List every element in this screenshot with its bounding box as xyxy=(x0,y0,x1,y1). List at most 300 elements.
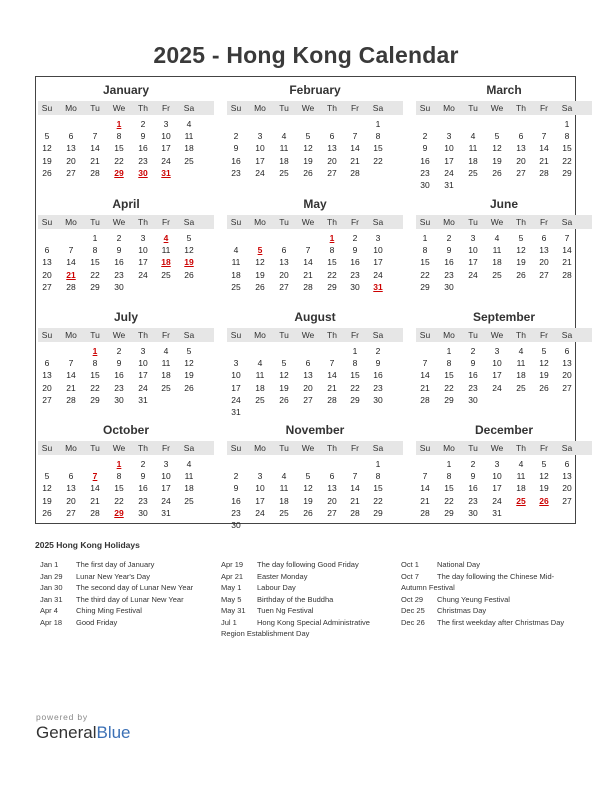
weekday-label: Su xyxy=(230,443,242,453)
calendar-day: 28 xyxy=(66,394,76,405)
calendar-day: 18 xyxy=(255,382,265,393)
weekday-label: We xyxy=(112,103,126,113)
holiday-day: 30 xyxy=(138,167,148,178)
weekday-header xyxy=(38,328,214,342)
calendar-day: 5 xyxy=(186,233,192,243)
calendar-day: 24 xyxy=(231,394,241,405)
calendar-day: 6 xyxy=(68,471,74,482)
calendar-day: 24 xyxy=(138,269,148,280)
calendar-day: 18 xyxy=(279,495,289,506)
weekday-label: We xyxy=(301,217,315,227)
calendar-day: 15 xyxy=(114,483,124,494)
calendar-day: 21 xyxy=(420,495,430,506)
holiday-column xyxy=(401,559,564,628)
calendar-day: 15 xyxy=(90,257,100,268)
calendar-day: 2 xyxy=(446,233,452,243)
holiday-name: The day following the Chinese Mid- xyxy=(437,571,555,581)
calendar-day: 9 xyxy=(140,131,146,142)
weekday-label: We xyxy=(301,103,315,113)
calendar-day: 22 xyxy=(373,495,383,506)
calendar-day: 24 xyxy=(161,155,171,166)
calendar-day: 26 xyxy=(516,269,526,280)
weekday-label: Su xyxy=(41,217,53,227)
weekday-label: We xyxy=(490,217,504,227)
calendar-day: 27 xyxy=(42,394,52,405)
calendar-day: 31 xyxy=(138,394,148,405)
holiday-day: 31 xyxy=(373,281,383,292)
holidays-heading: 2025 Hong Kong Holidays xyxy=(35,540,140,550)
calendar-day: 30 xyxy=(444,281,454,292)
calendar-day: 6 xyxy=(564,459,570,469)
holiday-day: 1 xyxy=(92,346,98,356)
holiday-date: Jan 1 xyxy=(40,560,59,569)
calendar-day: 28 xyxy=(90,167,100,178)
calendar-day: 13 xyxy=(303,370,313,381)
weekday-label: Su xyxy=(230,330,242,340)
calendar-day: 19 xyxy=(303,155,313,166)
holiday-name: The first day of January xyxy=(76,560,155,569)
holiday-name: Easter Monday xyxy=(257,571,308,581)
calendar-day: 4 xyxy=(281,131,287,142)
calendar-day: 21 xyxy=(90,495,100,506)
calendar-day: 2 xyxy=(116,346,122,356)
holiday-entry xyxy=(401,571,564,583)
calendar-day: 10 xyxy=(231,370,241,381)
calendar-day: 8 xyxy=(422,245,428,256)
holiday-date: Oct 7 xyxy=(401,571,419,581)
calendar-day: 30 xyxy=(138,507,148,518)
holiday-name: Labour Day xyxy=(257,583,296,592)
calendar-day: 17 xyxy=(468,257,478,268)
calendar-day: 16 xyxy=(231,495,241,506)
weekday-label: Tu xyxy=(279,443,289,453)
calendar-day: 20 xyxy=(562,483,572,494)
calendar-day: 14 xyxy=(539,143,549,154)
calendar-day: 30 xyxy=(468,507,478,518)
holiday-date: Dec 26 xyxy=(401,617,425,627)
calendar-day: 6 xyxy=(44,245,50,256)
calendar-day: 6 xyxy=(518,131,524,142)
calendar-day: 29 xyxy=(562,167,572,178)
calendar-day: 5 xyxy=(494,131,500,142)
calendar-day: 22 xyxy=(90,269,100,280)
calendar-day: 27 xyxy=(327,507,337,518)
holiday-date: May 31 xyxy=(221,606,246,615)
holiday-name: The third day of Lunar New Year xyxy=(76,594,184,604)
holiday-day: 25 xyxy=(516,495,526,506)
calendar-day: 28 xyxy=(90,507,100,518)
calendar-day: 22 xyxy=(327,269,337,280)
calendar-day: 1 xyxy=(92,233,98,243)
powered-by-text: powered by xyxy=(36,712,88,722)
calendar-day: 28 xyxy=(539,167,549,178)
calendar-day: 26 xyxy=(184,382,194,393)
holiday-name: Birthday of the Buddha xyxy=(257,594,334,604)
calendar-day: 7 xyxy=(564,233,570,243)
calendar-day: 10 xyxy=(492,471,502,482)
weekday-label: Su xyxy=(419,103,431,113)
weekday-label: Th xyxy=(138,330,148,340)
month-name: February xyxy=(289,83,341,97)
calendar-day: 28 xyxy=(562,269,572,280)
calendar-day: 14 xyxy=(420,370,430,381)
calendar-day: 15 xyxy=(420,257,430,268)
calendar-day: 5 xyxy=(186,346,192,356)
calendar-day: 25 xyxy=(279,507,289,518)
calendar-day: 2 xyxy=(422,131,428,142)
calendar-day: 26 xyxy=(42,167,52,178)
weekday-label: Tu xyxy=(468,103,478,113)
calendar-day: 6 xyxy=(305,358,311,369)
calendar-day: 13 xyxy=(562,471,572,482)
month-name: December xyxy=(474,423,534,437)
weekday-label: Tu xyxy=(279,103,289,113)
calendar-day: 15 xyxy=(373,143,383,154)
weekday-label: Su xyxy=(419,443,431,453)
holiday-entry xyxy=(40,605,193,617)
calendar-day: 9 xyxy=(116,358,122,369)
holiday-entry xyxy=(40,582,193,594)
calendar-day: 15 xyxy=(373,483,383,494)
calendar-day: 12 xyxy=(303,143,313,154)
calendar-day: 2 xyxy=(140,459,146,469)
calendar-day: 14 xyxy=(420,483,430,494)
calendar-day: 25 xyxy=(161,269,171,280)
calendar-day: 23 xyxy=(373,382,383,393)
calendar-day: 3 xyxy=(446,131,452,142)
calendar-day: 6 xyxy=(329,471,335,482)
calendar-day: 8 xyxy=(375,471,381,482)
weekday-label: Th xyxy=(138,217,148,227)
weekday-label: Mo xyxy=(65,330,77,340)
holiday-column xyxy=(40,559,193,628)
calendar-day: 17 xyxy=(231,382,241,393)
weekday-label: Fr xyxy=(350,103,360,113)
month-name: April xyxy=(112,197,140,211)
calendar-day: 28 xyxy=(420,394,430,405)
calendar-day: 13 xyxy=(66,483,76,494)
holiday-entry xyxy=(40,594,193,606)
calendar-day: 19 xyxy=(303,495,313,506)
calendar-day: 9 xyxy=(116,245,122,256)
calendar-day: 9 xyxy=(140,471,146,482)
calendar-day: 11 xyxy=(184,471,194,482)
holiday-day: 19 xyxy=(184,257,194,268)
weekday-label: Sa xyxy=(561,443,573,453)
calendar-day: 28 xyxy=(66,281,76,292)
calendar-day: 19 xyxy=(539,483,549,494)
holiday-day: 26 xyxy=(539,495,549,506)
weekday-label: We xyxy=(112,443,126,453)
calendar-day: 2 xyxy=(375,346,381,356)
holiday-entry xyxy=(401,605,564,617)
calendar-day: 25 xyxy=(161,382,171,393)
calendar-day: 24 xyxy=(468,269,478,280)
calendar-day: 1 xyxy=(446,346,452,356)
calendar-day: 24 xyxy=(444,167,454,178)
calendar-day: 25 xyxy=(516,382,526,393)
calendar-day: 15 xyxy=(327,257,337,268)
holiday-entry xyxy=(221,605,370,617)
calendar-day: 17 xyxy=(255,495,265,506)
calendar-day: 12 xyxy=(516,245,526,256)
weekday-label: Tu xyxy=(468,330,478,340)
calendar-day: 22 xyxy=(444,382,454,393)
weekday-label: Mo xyxy=(443,443,455,453)
weekday-label: Fr xyxy=(539,443,549,453)
calendar-day: 16 xyxy=(114,257,124,268)
calendar-day: 27 xyxy=(303,394,313,405)
calendar-day: 27 xyxy=(66,507,76,518)
calendar-day: 10 xyxy=(161,131,171,142)
calendar-day: 15 xyxy=(90,370,100,381)
calendar-day: 21 xyxy=(350,495,360,506)
calendar-day: 17 xyxy=(492,370,502,381)
calendar-day: 19 xyxy=(184,370,194,381)
calendar-day: 24 xyxy=(492,495,502,506)
calendar-day: 27 xyxy=(562,495,572,506)
calendar-day: 18 xyxy=(279,155,289,166)
calendar-day: 30 xyxy=(231,520,241,530)
calendar-day: 27 xyxy=(327,167,337,178)
weekday-label: Mo xyxy=(443,103,455,113)
weekday-header xyxy=(416,101,592,115)
calendar-day: 22 xyxy=(373,155,383,166)
holiday-entry xyxy=(401,559,564,571)
calendar-day: 7 xyxy=(352,471,358,482)
holiday-entry xyxy=(221,582,370,594)
calendar-day: 3 xyxy=(257,131,263,142)
calendar-day: 14 xyxy=(90,483,100,494)
calendar-day: 14 xyxy=(90,143,100,154)
weekday-label: Fr xyxy=(161,330,171,340)
calendar-day: 3 xyxy=(257,471,263,482)
calendar-day: 13 xyxy=(279,257,289,268)
calendar-day: 13 xyxy=(516,143,526,154)
calendar-day: 16 xyxy=(373,370,383,381)
calendar-day: 25 xyxy=(184,155,194,166)
holiday-day: 5 xyxy=(257,245,263,256)
calendar-day: 9 xyxy=(352,245,358,256)
holiday-date: Jan 30 xyxy=(40,583,63,592)
calendar-day: 4 xyxy=(494,233,500,243)
month-name: October xyxy=(102,423,149,437)
calendar-day: 24 xyxy=(255,167,265,178)
month-november xyxy=(225,423,405,536)
calendar-day: 15 xyxy=(562,143,572,154)
calendar-day: 20 xyxy=(562,370,572,381)
calendar-day: 17 xyxy=(138,257,148,268)
weekday-label: Mo xyxy=(254,217,266,227)
generalblue-logo[interactable] xyxy=(36,723,131,743)
weekday-label: Fr xyxy=(539,103,549,113)
calendar-day: 1 xyxy=(422,233,428,243)
month-name: March xyxy=(486,83,522,97)
calendar-day: 20 xyxy=(516,155,526,166)
calendar-day: 3 xyxy=(494,346,500,356)
calendar-day: 12 xyxy=(539,471,549,482)
calendar-day: 14 xyxy=(303,257,313,268)
weekday-label: Fr xyxy=(161,217,171,227)
logo-blue: Blue xyxy=(96,723,131,742)
weekday-header xyxy=(416,441,592,455)
holiday-name: The second day of Lunar New Year xyxy=(76,583,194,592)
calendar-day: 8 xyxy=(446,358,452,369)
holiday-entry xyxy=(221,559,370,571)
holiday-date: Apr 19 xyxy=(221,560,244,569)
calendar-day: 10 xyxy=(138,245,148,256)
calendar-day: 11 xyxy=(468,143,478,154)
holiday-name-continued: Region Establishment Day xyxy=(221,629,310,638)
calendar-day: 13 xyxy=(66,143,76,154)
calendar-day: 19 xyxy=(255,269,265,280)
holiday-entry xyxy=(221,571,370,583)
calendar-day: 30 xyxy=(373,394,383,405)
calendar-day: 25 xyxy=(279,167,289,178)
holiday-date: Apr 18 xyxy=(40,617,63,627)
weekday-label: We xyxy=(112,217,126,227)
weekday-label: Sa xyxy=(183,103,195,113)
calendar-day: 20 xyxy=(66,155,76,166)
weekday-label: Mo xyxy=(443,330,455,340)
calendar-day: 27 xyxy=(66,167,76,178)
calendar-day: 28 xyxy=(350,507,360,518)
weekday-label: Th xyxy=(516,330,526,340)
calendar-day: 3 xyxy=(163,459,169,469)
holiday-entry xyxy=(40,559,193,571)
weekday-label: We xyxy=(301,330,315,340)
month-name: January xyxy=(102,83,150,97)
calendar-day: 19 xyxy=(279,382,289,393)
calendar-day: 23 xyxy=(420,167,430,178)
holiday-entry xyxy=(221,617,370,629)
calendar-day: 2 xyxy=(233,471,239,482)
month-name: November xyxy=(285,423,345,437)
weekday-label: Fr xyxy=(539,217,549,227)
weekday-label: Mo xyxy=(254,330,266,340)
calendar-day: 27 xyxy=(42,281,52,292)
weekday-label: Mo xyxy=(254,103,266,113)
calendar-day: 27 xyxy=(516,167,526,178)
holiday-day: 7 xyxy=(92,471,98,482)
month-march xyxy=(414,83,594,196)
calendar-day: 2 xyxy=(140,119,146,129)
calendar-day: 29 xyxy=(90,281,100,292)
calendar-day: 30 xyxy=(114,281,124,292)
calendar-day: 21 xyxy=(303,269,313,280)
calendar-day: 4 xyxy=(163,346,169,356)
calendar-day: 23 xyxy=(350,269,360,280)
calendar-day: 26 xyxy=(539,382,549,393)
weekday-label: Th xyxy=(516,217,526,227)
calendar-day: 10 xyxy=(255,483,265,494)
calendar-day: 17 xyxy=(373,257,383,268)
holiday-date: May 5 xyxy=(221,594,242,604)
weekday-label: Mo xyxy=(65,217,77,227)
calendar-day: 7 xyxy=(541,131,547,142)
calendar-day: 26 xyxy=(42,507,52,518)
weekday-label: Sa xyxy=(372,443,384,453)
holiday-date: Jan 29 xyxy=(40,571,63,581)
calendar-day: 23 xyxy=(114,269,124,280)
calendar-day: 2 xyxy=(470,459,476,469)
month-name: May xyxy=(303,197,327,211)
weekday-header xyxy=(416,328,592,342)
weekday-label: Tu xyxy=(468,217,478,227)
calendar-day: 29 xyxy=(444,507,454,518)
calendar-day: 16 xyxy=(231,155,241,166)
calendar-day: 6 xyxy=(281,245,287,256)
month-december xyxy=(414,423,594,536)
calendar-day: 4 xyxy=(233,245,239,256)
holiday-entry xyxy=(401,594,564,606)
calendar-day: 5 xyxy=(305,471,311,482)
calendar-day: 8 xyxy=(446,471,452,482)
calendar-day: 2 xyxy=(233,131,239,142)
holiday-day: 21 xyxy=(66,269,76,280)
holiday-name: Hong Kong Special Administrative xyxy=(257,617,370,627)
weekday-label: Su xyxy=(230,103,242,113)
calendar-day: 30 xyxy=(114,394,124,405)
calendar-day: 20 xyxy=(327,495,337,506)
calendar-day: 25 xyxy=(184,495,194,506)
calendar-day: 20 xyxy=(42,269,52,280)
month-august xyxy=(225,310,405,423)
calendar-day: 19 xyxy=(516,257,526,268)
holiday-date: Oct 29 xyxy=(401,594,424,604)
calendar-day: 23 xyxy=(231,507,241,518)
calendar-day: 29 xyxy=(420,281,430,292)
calendar-day: 29 xyxy=(373,507,383,518)
calendar-day: 21 xyxy=(66,382,76,393)
calendar-day: 6 xyxy=(329,131,335,142)
calendar-day: 8 xyxy=(329,245,335,256)
calendar-day: 16 xyxy=(138,483,148,494)
calendar-day: 13 xyxy=(327,483,337,494)
calendar-day: 7 xyxy=(352,131,358,142)
calendar-day: 30 xyxy=(420,180,430,190)
calendar-day: 17 xyxy=(255,155,265,166)
calendar-day: 23 xyxy=(138,495,148,506)
weekday-label: Fr xyxy=(539,330,549,340)
weekday-label: Sa xyxy=(372,103,384,113)
holiday-day: 18 xyxy=(161,257,171,268)
holiday-date: Oct 1 xyxy=(401,560,419,569)
calendar-day: 6 xyxy=(541,233,547,243)
calendar-day: 12 xyxy=(184,358,194,369)
calendar-day: 17 xyxy=(492,483,502,494)
calendar-day: 27 xyxy=(539,269,549,280)
calendar-day: 4 xyxy=(186,459,192,469)
calendar-day: 26 xyxy=(184,269,194,280)
calendar-day: 20 xyxy=(327,155,337,166)
calendar-day: 24 xyxy=(492,382,502,393)
calendar-day: 22 xyxy=(350,382,360,393)
calendar-day: 15 xyxy=(114,143,124,154)
holiday-date: Apr 4 xyxy=(40,606,58,615)
calendar-day: 7 xyxy=(422,471,428,482)
weekday-header xyxy=(227,101,403,115)
weekday-label: Sa xyxy=(561,103,573,113)
calendar-day: 29 xyxy=(90,394,100,405)
weekday-label: Sa xyxy=(561,217,573,227)
calendar-day: 2 xyxy=(352,233,358,243)
holiday-date: Jul 1 xyxy=(221,617,237,627)
calendar-day: 3 xyxy=(494,459,500,469)
calendar-day: 18 xyxy=(516,483,526,494)
calendar-day: 15 xyxy=(444,483,454,494)
holiday-name: Lunar New Year's Day xyxy=(76,571,150,581)
